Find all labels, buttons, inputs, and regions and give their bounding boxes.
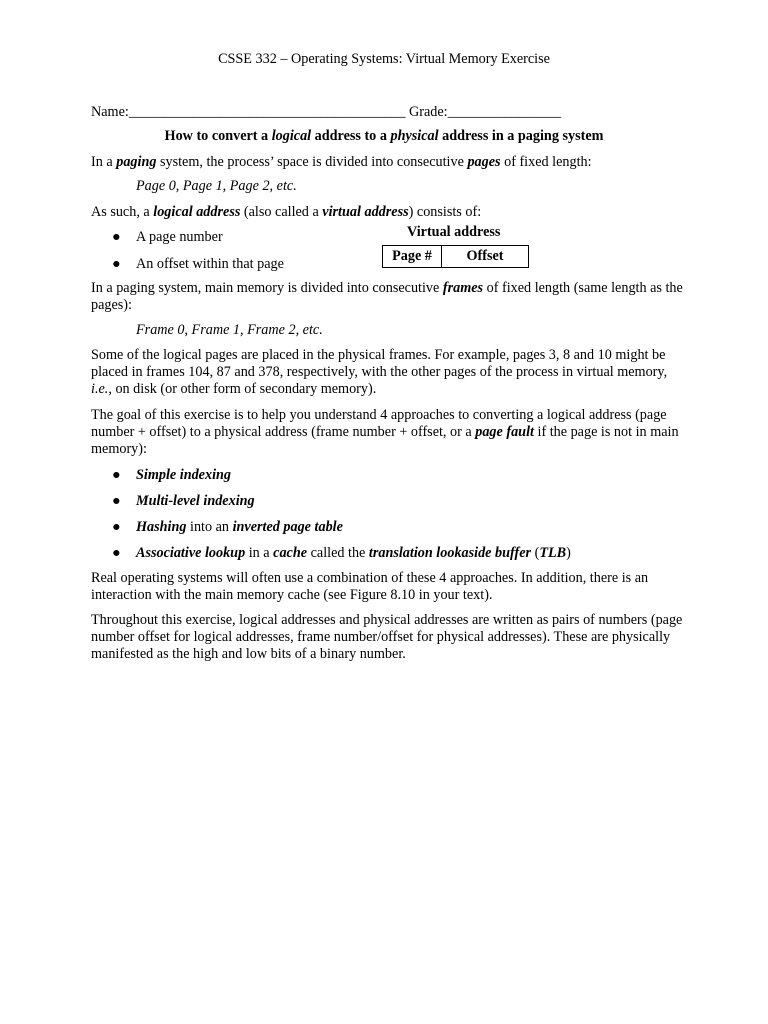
document-title: CSSE 332 – Operating Systems: Virtual Memory Exercise	[218, 51, 550, 67]
frames-paragraph: In a paging system, main memory is divided into consecutive frames of fixed length (same length as the pages):	[91, 280, 683, 313]
placement-paragraph: Some of the logical pages are placed in the physical frames. For example, pages 3, 8 and 10 might be placed in frames 104, 87 and 378, respectively, with the other pages of the process in virtual memory, i.e., on disk (or other form of secondary memory).	[91, 347, 668, 397]
logical-address-paragraph: As such, a logical address (also called a virtual address) consists of:	[91, 204, 482, 220]
frames-example: Frame 0, Frame 1, Frame 2, etc.	[136, 322, 323, 338]
page-number-cell: Page #	[383, 246, 442, 267]
closing-paragraph-1: Real operating systems will often use a combination of these 4 approaches. In addition, there is an interaction with the main memory cache (see Figure 8.10 in your text).	[91, 570, 649, 603]
bullet-icon: ●	[112, 519, 121, 535]
pages-example: Page 0, Page 1, Page 2, etc.	[136, 178, 297, 194]
closing-paragraph-2: Throughout this exercise, logical addresses and physical addresses are written as pairs of numbers (page number offset for logical addresses, frame number/offset for physical addresses). These are physically manifested as the high and low bits of a binary number.	[91, 612, 683, 662]
bullet-icon: ●	[112, 493, 121, 509]
goal-paragraph: The goal of this exercise is to help you understand 4 approaches to converting a logical address (page number + offset) to a physical address (frame number + offset, or a page fault if the page is not in main memory):	[91, 407, 679, 457]
bullet-icon: ●	[112, 229, 121, 245]
paging-intro-paragraph: In a paging system, the process’ space is divided into consecutive pages of fixed length:	[91, 154, 592, 170]
document-page: CSSE 332 – Operating Systems: Virtual Memory Exercise Name:_______________________________________ Grade:________________ How to convert a logical address to a physical address in a paging system In a paging system, the process’ space is divided into consecutive pages of fixed length: Page 0, Page 1, Page 2, etc. As such, a logical address (also called a virtual address) consists of: ● A page number ● An offset within that page Virtual address Page # Offset In a paging system, main memory is divided into consecutive frames of fixed length (same length as the pages): Frame 0, Frame 1, Frame 2, etc. Some of the logical pages are placed in the physical frames. For example, pages 3, 8 and 10 might be placed in frames 104, 87 and 378, respectively, with the other pages of the process in virtual memory, i.e., on disk (or other form of secondary memory). The goal of this exercise is to help you understand 4 approaches to converting a logical address (page number + offset) to a physical address (frame number + offset, or a page fault if the page is not in main memory): ● Simple indexing ● Multi-level indexing ● Hashing into an inverted page table ● Associative lookup in a cache called the translation lookaside buffer (TLB) Real operating systems will often use a combination of these 4 approaches. In addition, there is an interaction with the main memory cache (see Figure 8.10 in your text). Throughout this exercise, logical addresses and physical addresses are written as pairs of numbers (page number offset for logical addresses, frame number/offset for physical addresses). These are physically manifested as the high and low bits of a binary number.	[0, 0, 768, 1024]
virtual-address-label: Virtual address	[407, 224, 501, 240]
virtual-address-diagram	[382, 245, 529, 268]
section-heading: How to convert a logical address to a physical address in a paging system	[164, 128, 604, 144]
bullet-icon: ●	[112, 545, 121, 561]
name-grade-line: Name:_______________________________________ Grade:________________	[91, 104, 562, 120]
offset-cell: Offset	[466, 248, 504, 264]
bullet-icon: ●	[112, 256, 121, 272]
bullet-icon: ●	[112, 467, 121, 483]
